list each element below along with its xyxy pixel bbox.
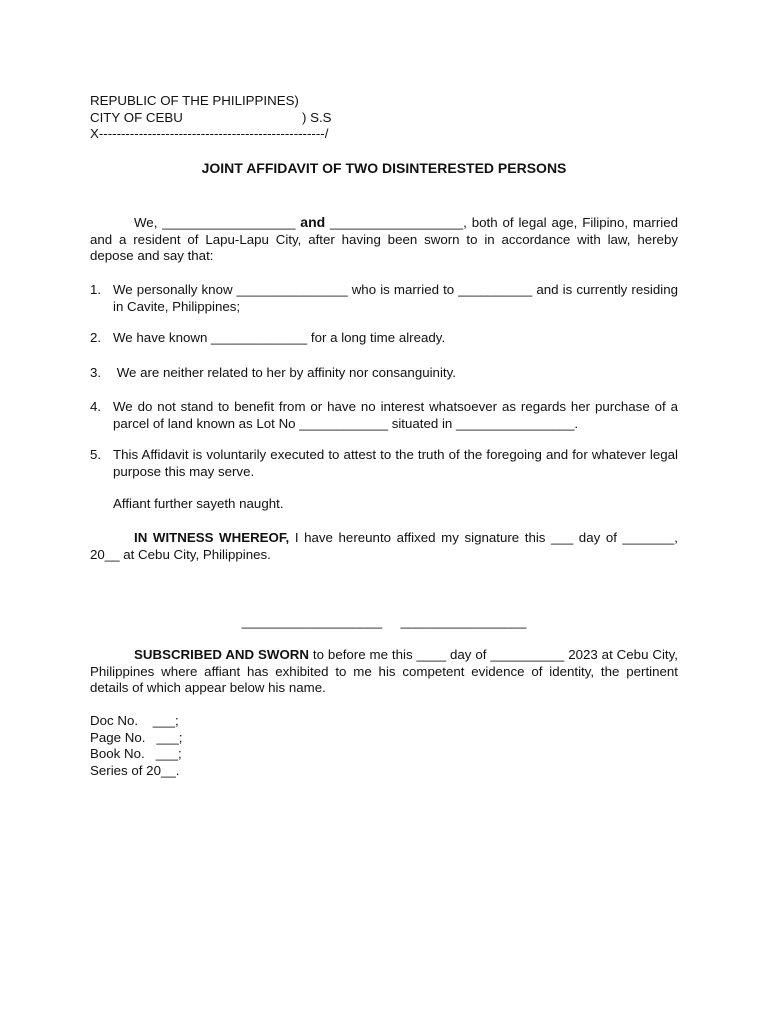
list-item [90, 399, 678, 432]
item-text: We personally know _______________ who is married to __________ and is currently residing in Cavite, Philippines; [113, 282, 678, 314]
header-city-row [90, 109, 332, 127]
doc-info [90, 713, 182, 779]
jurat-text: to before me this ____ day of __________ 2023 at Cebu City, Philippines where affiant has exhibited to me his competent evidence of identity, the pertinent details of which appear below his name. [90, 647, 678, 695]
venue-header [90, 93, 332, 143]
list-item [90, 447, 678, 480]
jurat-paragraph [90, 647, 678, 697]
jurat-bold: SUBSCRIBED AND SWORN [134, 647, 310, 662]
item-number: 5. [90, 447, 102, 462]
header-republic: REPUBLIC OF THE PHILIPPINES) [90, 93, 299, 108]
book-number: Book No. ___; [90, 746, 182, 761]
intro-paragraph [90, 214, 678, 265]
list-item [90, 365, 678, 382]
item-text: We do not stand to benefit from or have no interest whatsoever as regards her purchase of a parcel of land known as Lot No ____________ situated in ________________. [113, 399, 678, 431]
witness-bold: IN WITNESS WHEREOF, [134, 530, 290, 545]
item-number: 3. [90, 365, 102, 380]
intro-pre: We, __________________ [134, 215, 301, 230]
series-number: Series of 20__. [90, 762, 180, 778]
item-text: We are neither related to her by affinity nor consanguinity. [113, 365, 456, 380]
item-text: We have known _____________ for a long time already. [113, 330, 446, 345]
page-number: Page No. ___; [90, 729, 183, 745]
intro-rest: __________________, both of legal age, Filipino, married and a resident of Lapu-Lapu City, after having been sworn to in accordance with law, hereby depose and say that: [90, 215, 678, 263]
header-ss: ) S.S [302, 109, 332, 125]
item-number: 1. [90, 282, 102, 297]
signature-lines: ___________________ _________________ [241, 614, 527, 629]
list-item [90, 330, 678, 347]
list-item [90, 282, 678, 315]
further-sayeth: Affiant further sayeth naught. [113, 496, 284, 511]
item-number: 2. [90, 330, 102, 345]
doc-number: Doc No. ___; [90, 713, 179, 728]
witness-paragraph [90, 530, 678, 563]
item-text: This Affidavit is voluntarily executed to attest to the truth of the foregoing and for whatever legal purpose this may serve. [113, 447, 678, 479]
item-number: 4. [90, 399, 102, 414]
header-divider: X---------------------------------------------------/ [90, 126, 329, 141]
document-title: JOINT AFFIDAVIT OF TWO DISINTERESTED PERSONS [201, 160, 567, 176]
witness-text: I have hereunto affixed my signature this ___ day of _______, 20__ at Cebu City, Philippines. [90, 530, 678, 562]
header-city: CITY OF CEBU [90, 109, 183, 125]
intro-and: and [300, 214, 326, 230]
